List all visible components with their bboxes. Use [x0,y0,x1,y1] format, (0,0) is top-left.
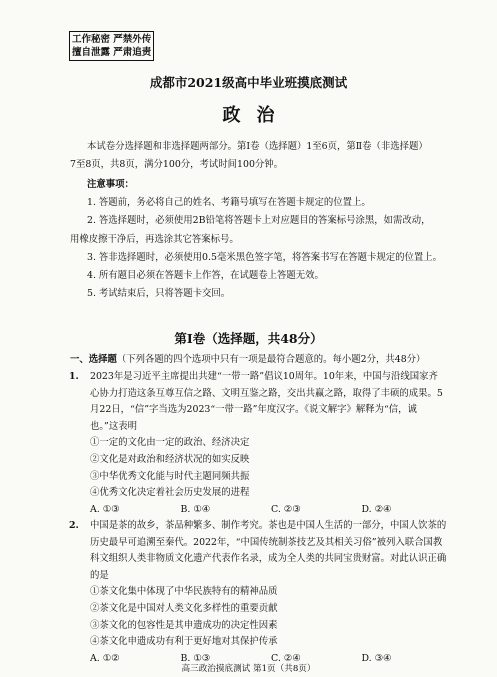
notice-item-3: 3. 答非选择题时，必须使用0.5毫米黑色签字笔，将答案书写在答题卡规定的位置上。 [87,251,442,263]
option-b: B. ①③ [180,652,211,664]
option-c: C. ②④ [271,652,301,664]
notice-item-1: 1. 答题前，务必将自己的姓名、考籍号填写在答题卡规定的位置上。 [87,197,371,209]
statement: ②文化是对政治和经济状况的如实反映 [90,453,250,465]
question-number: 2. [69,520,79,531]
question-line: 月22日，“信”字当选为2023“一带一路”年度汉字。《说文解字》解释为“信，诚 [90,404,417,416]
option-d: D. ③④ [361,652,392,664]
option-c: C. ②③ [271,503,301,515]
statement: ③中华优秀文化能与时代主题同频共振 [90,470,250,482]
question-line: 历史最早可追溯至秦代。2022年，“中国传统制茶技艺及其相关习俗”被列入联合国教 [90,536,443,548]
question-line: 也。”这表明 [90,420,137,432]
option-d: D. ②④ [361,503,392,515]
statement: ③茶文化的包容性是其申遗成功的决定性因素 [90,619,278,631]
statement: ②茶文化是中国对人类文化多样性的重要贡献 [90,602,278,614]
subject-title: 政治 [222,105,291,126]
option-a: A. ①② [90,652,120,664]
question-line: 中国是茶的故乡，茶品种繁多、制作考究。茶也是中国人生活的一部分，中国人饮茶的 [90,520,447,531]
question-line: 科文组织人类非物质文化遗产代表作名录，成为全人类的共同宝贵财富。对此认识正确 [90,553,447,565]
option-a: A. ①③ [90,503,120,515]
question-line: 心协力打造这条互尊互信之路、文明互鉴之路，交出共赢之路，取得了丰硕的成果。5 [90,387,443,399]
notice-item-5: 5. 考试结束后，只将答题卡交回。 [87,288,231,300]
statement: ④优秀文化决定着社会历史发展的进程 [90,487,250,499]
notice-heading: 注意事项： [87,179,134,190]
intro-paragraph [70,138,450,174]
statement: ④茶文化申遗成功有利于更好地对其保护传承 [90,636,278,648]
section-title: 第Ⅰ卷（选择题，共48分） [174,331,323,346]
page-footer: 高三政治摸底测试 第1页（共8页） [181,664,316,674]
section-instructions [70,352,452,369]
instr-text: （下列各题的四个选项中只有一项是最符合题意的。每小题2分，共48分） [116,354,426,365]
intro-line-2: 7至8页，共8页，满分100分，考试时间100分钟。 [70,159,284,171]
statement: ①一定的文化由一定的政治、经济决定 [90,437,250,449]
notice-item-4: 4. 所有题目必须在答题卡上作答，在试题卷上答题无效。 [87,270,324,282]
question-1 [70,369,452,518]
confidential-stamp [69,31,154,61]
stamp-line-2: 擅自泄露 严肃追责 [72,47,152,58]
question-2 [70,518,452,667]
intro-line-1: 本试卷分选择题和非选择题两部分。第Ⅰ卷（选择题）1至6页，第Ⅱ卷（非选择题） [87,141,428,152]
option-b: B. ①④ [180,503,211,515]
question-number: 1. [69,371,79,382]
notice-block [70,176,450,303]
instr-label: 一、选择题 [70,354,117,365]
statement: ①茶文化集中体现了中华民族特有的精神品质 [90,586,278,598]
question-line: 的是 [90,569,109,581]
exam-title: 成都市2021级高中毕业班摸底测试 [149,75,348,90]
notice-item-2: 2. 答选择题时，必须使用2B铅笔将答题卡上对应题目的答案标号涂黑，如需改动， [87,215,431,227]
question-line: 2023年是习近平主席提出共建“一带一路”倡议10周年。10年来，中国与沿线国家齐 [90,371,438,382]
stamp-line-1: 工作秘密 严禁外传 [72,34,152,45]
answer-options [90,502,452,519]
notice-item-2-cont: 用橡皮擦干净后，再选涂其它答案标号。 [70,233,239,245]
